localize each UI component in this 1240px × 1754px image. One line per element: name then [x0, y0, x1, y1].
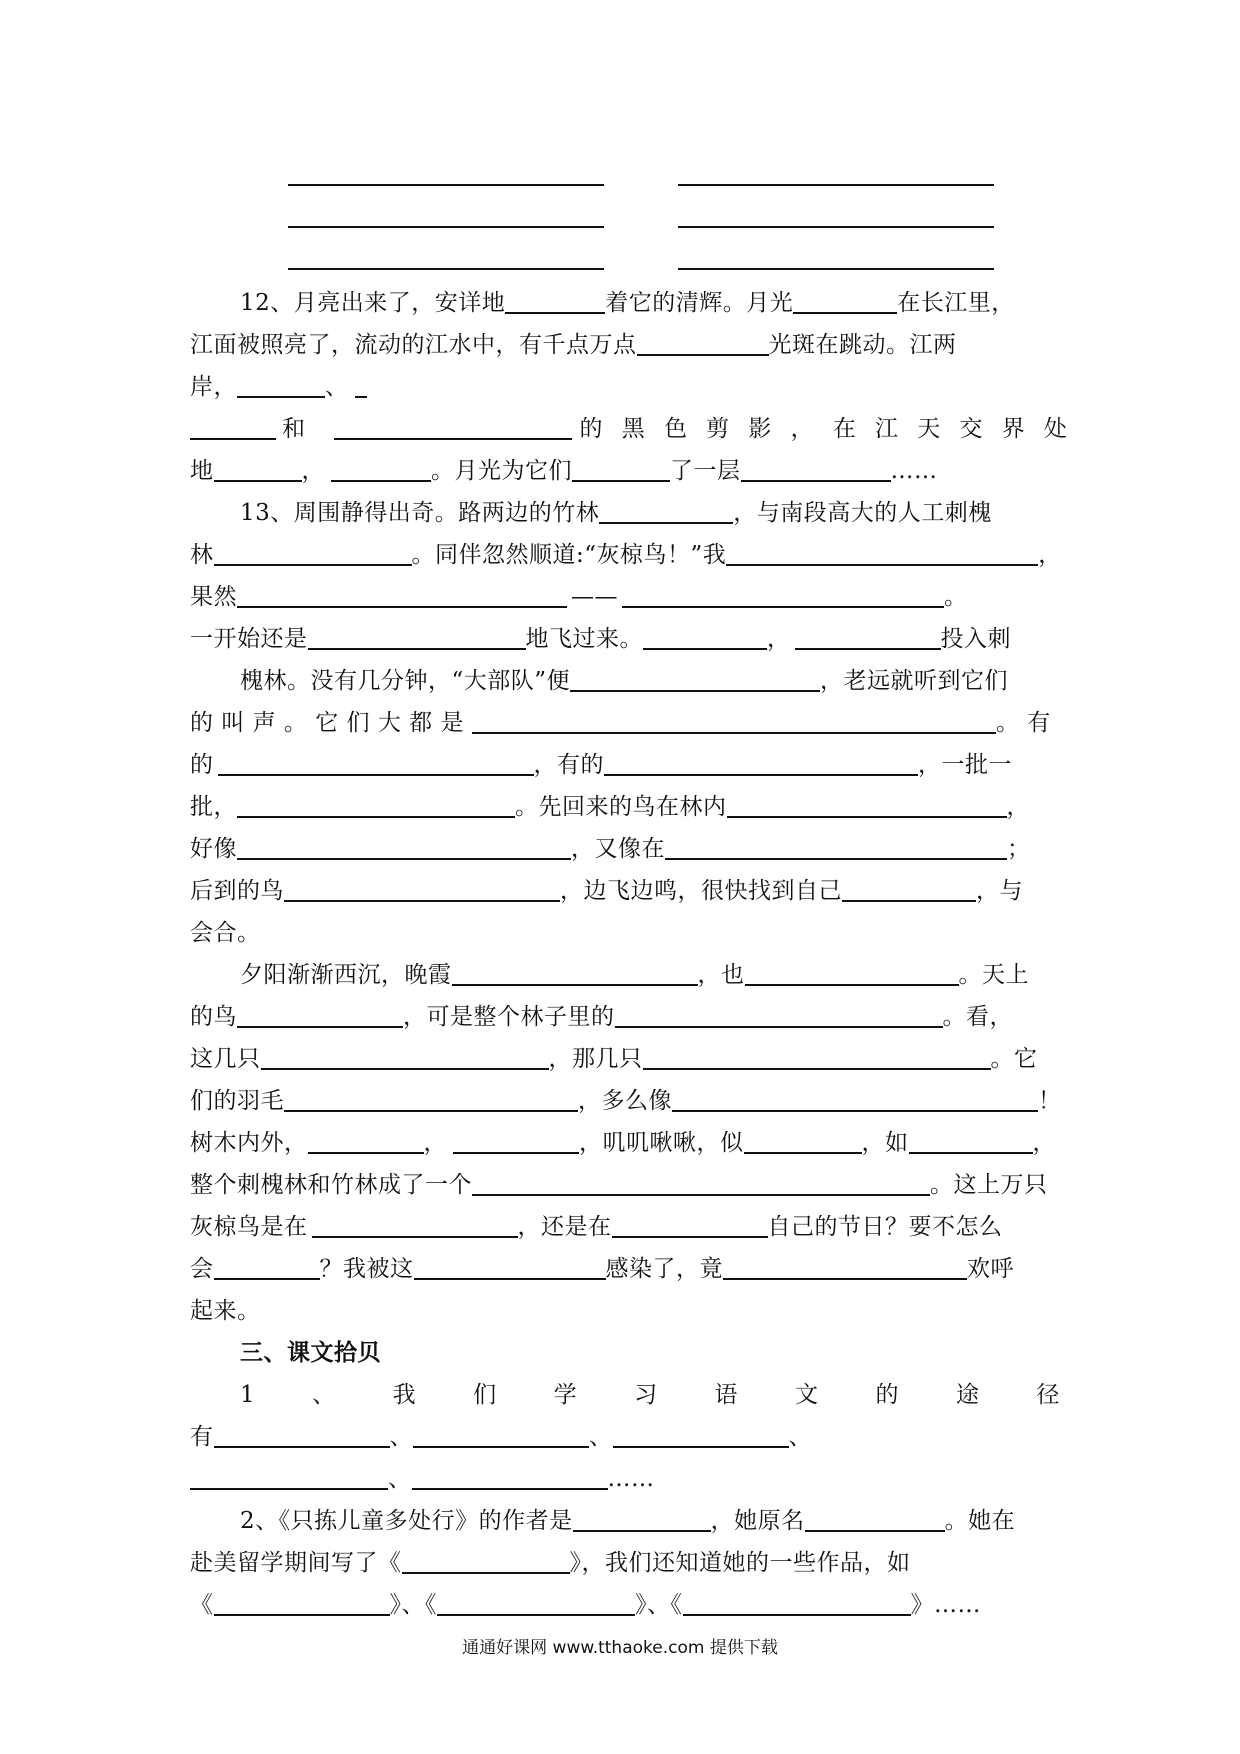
fill-blank[interactable] — [745, 958, 959, 986]
s3-q1-line-1 — [240, 1374, 1060, 1416]
answer-line[interactable] — [288, 268, 604, 270]
answer-lines-row-1 — [0, 184, 1240, 186]
fill-blank[interactable] — [472, 706, 996, 734]
fill-blank[interactable] — [312, 1210, 518, 1238]
fill-blank[interactable] — [683, 1588, 911, 1616]
fill-blank[interactable] — [622, 580, 944, 608]
q13-line-6: 的 叫 声 。 它 们 大 都 是 。 有 — [190, 702, 1060, 744]
q13-p2-line-2: 的鸟 ，可是整个林子里的 。看， — [190, 996, 1060, 1038]
fill-blank[interactable] — [261, 1042, 549, 1070]
fill-blank[interactable] — [214, 1420, 390, 1448]
fill-blank[interactable] — [402, 1546, 570, 1574]
fill-blank[interactable] — [643, 622, 767, 650]
fill-blank[interactable] — [237, 370, 325, 398]
fill-blank[interactable] — [308, 1126, 424, 1154]
fill-blank[interactable] — [793, 286, 897, 314]
fill-blank[interactable] — [505, 286, 605, 314]
q13-line-11: 会合。 — [190, 920, 261, 946]
q13-line-5: 槐林。没有几分钟，“大部队”便 ，老远就听到它们 — [240, 660, 1060, 702]
q13-line-7: 的 ，有的 ，一批一 — [190, 744, 1060, 786]
answer-lines-row-3 — [0, 268, 1240, 270]
q13-p2-line-4: 们的羽毛 ，多么像 ！ — [190, 1080, 1060, 1122]
footer-credit: 通通好课网 www.tthaoke.com 提供下载 — [462, 1638, 778, 1658]
fill-blank[interactable] — [413, 1420, 589, 1448]
q13-p2-line-9: 起来。 — [190, 1298, 261, 1324]
fill-blank[interactable] — [637, 328, 769, 356]
fill-blank[interactable] — [237, 1000, 403, 1028]
s3-q2-line-3: 《 》、《 》、《 》…… — [190, 1584, 1060, 1626]
fill-blank[interactable] — [214, 538, 412, 566]
q12-line-5: 地 ， 。月光为它们 了一层 …… — [190, 450, 1060, 492]
s3-q2-line-2: 赴美留学期间写了《 》，我们还知道她的一些作品，如 — [190, 1542, 1060, 1584]
s3-q1-line-2: 有 、 、 、 — [190, 1416, 1060, 1458]
fill-blank[interactable] — [453, 1126, 579, 1154]
fill-blank[interactable] — [190, 1462, 388, 1490]
fill-blank[interactable] — [643, 1042, 991, 1070]
fill-blank[interactable] — [741, 454, 891, 482]
q13-p2-line-5: 树木内外， ， ，叽叽啾啾，似 ，如 ， — [190, 1122, 1060, 1164]
fill-blank[interactable] — [613, 1420, 789, 1448]
fill-blank[interactable] — [612, 1210, 768, 1238]
fill-blank[interactable] — [604, 748, 918, 776]
fill-blank[interactable] — [237, 832, 571, 860]
fill-blank[interactable] — [472, 1168, 930, 1196]
q13-line-9: 好像 ，又像在 ； — [190, 828, 1060, 870]
answer-lines-row-2 — [0, 226, 1240, 228]
fill-blank[interactable] — [805, 1504, 945, 1532]
q13-line-1: 13、周围静得出奇。路两边的竹林 ，与南段高大的人工刺槐 — [240, 492, 1060, 534]
fill-blank[interactable] — [237, 580, 567, 608]
fill-blank[interactable] — [218, 748, 534, 776]
s3-q1-chars: 1 、 我 们 学 习 语 文 的 途 径 — [240, 1382, 1060, 1408]
fill-blank[interactable] — [284, 874, 560, 902]
fill-blank[interactable] — [573, 1504, 711, 1532]
fill-blank[interactable] — [412, 1462, 608, 1490]
q12-line-4: 和 的 黑 色 剪 影 ， 在 江 天 交 界 处 — [190, 408, 1060, 450]
q13-line-3: 果然 —— 。 — [190, 576, 1060, 618]
fill-blank[interactable] — [190, 412, 276, 440]
q12-line-1: 12、月亮出来了，安详地 着它的清辉。月光 在长江里， — [240, 282, 1060, 324]
q13-p2-line-6: 整个刺槐林和竹林成了一个 。这上万只 — [190, 1164, 1060, 1206]
fill-blank[interactable] — [615, 1000, 943, 1028]
fill-blank[interactable] — [842, 874, 976, 902]
fill-blank[interactable] — [334, 412, 572, 440]
answer-line[interactable] — [288, 226, 604, 228]
q12-line-3: 岸， 、 — [190, 366, 1060, 408]
q13-p2-line-3: 这几只 ，那几只 。它 — [190, 1038, 1060, 1080]
fill-blank[interactable] — [331, 454, 431, 482]
q12-line-2: 江面被照亮了，流动的江水中，有千点万点 光斑在跳动。江两 — [190, 324, 1060, 366]
fill-blank[interactable] — [414, 1252, 606, 1280]
fill-blank[interactable] — [795, 622, 941, 650]
answer-line[interactable] — [678, 268, 994, 270]
fill-blank[interactable] — [237, 790, 515, 818]
fill-blank[interactable] — [452, 958, 698, 986]
s3-q2-line-1: 2、《只拣儿童多处行》的作者是 ，她原名 。她在 — [240, 1500, 1060, 1542]
q13-p2-line-8: 会 ？我被这 感染了，竟 欢呼 — [190, 1248, 1060, 1290]
q12-line-4-tail: 的 黑 色 剪 影 ， 在 江 天 交 界 处 — [579, 416, 1068, 442]
fill-blank[interactable] — [599, 496, 733, 524]
fill-blank[interactable] — [214, 1588, 390, 1616]
fill-blank[interactable] — [665, 832, 1007, 860]
s3-q1-line-3: 、 …… — [190, 1458, 1060, 1500]
fill-blank[interactable] — [723, 1252, 967, 1280]
fill-blank[interactable] — [909, 1126, 1033, 1154]
fill-blank[interactable] — [726, 538, 1038, 566]
q13-line-10: 后到的鸟 ，边飞边鸣，很快找到自己 ，与 — [190, 870, 1060, 912]
fill-blank[interactable] — [355, 370, 367, 398]
section-3-title: 三、课文拾贝 — [240, 1340, 381, 1366]
q13-p2-line-7: 灰椋鸟是在 ，还是在 自己的节日？要不怎么 — [190, 1206, 1060, 1248]
fill-blank[interactable] — [284, 1084, 578, 1112]
q13-p2-line-1: 夕阳渐渐西沉，晚霞 ，也 。天上 — [240, 954, 1060, 996]
fill-blank[interactable] — [727, 790, 1007, 818]
fill-blank[interactable] — [572, 454, 670, 482]
fill-blank[interactable] — [744, 1126, 862, 1154]
q13-line-4: 一开始还是 地飞过来。 ， 投入刺 — [190, 618, 1060, 660]
fill-blank[interactable] — [214, 454, 302, 482]
q13-line-2: 林 。同伴忽然顺道:“灰椋鸟！”我 ， — [190, 534, 1060, 576]
answer-line[interactable] — [288, 184, 604, 186]
fill-blank[interactable] — [672, 1084, 1038, 1112]
fill-blank[interactable] — [570, 664, 820, 692]
answer-line[interactable] — [678, 226, 994, 228]
fill-blank[interactable] — [308, 622, 526, 650]
fill-blank[interactable] — [214, 1252, 320, 1280]
answer-line[interactable] — [678, 184, 994, 186]
q13-line-8: 批， 。先回来的鸟在林内 ， — [190, 786, 1060, 828]
fill-blank[interactable] — [437, 1588, 635, 1616]
